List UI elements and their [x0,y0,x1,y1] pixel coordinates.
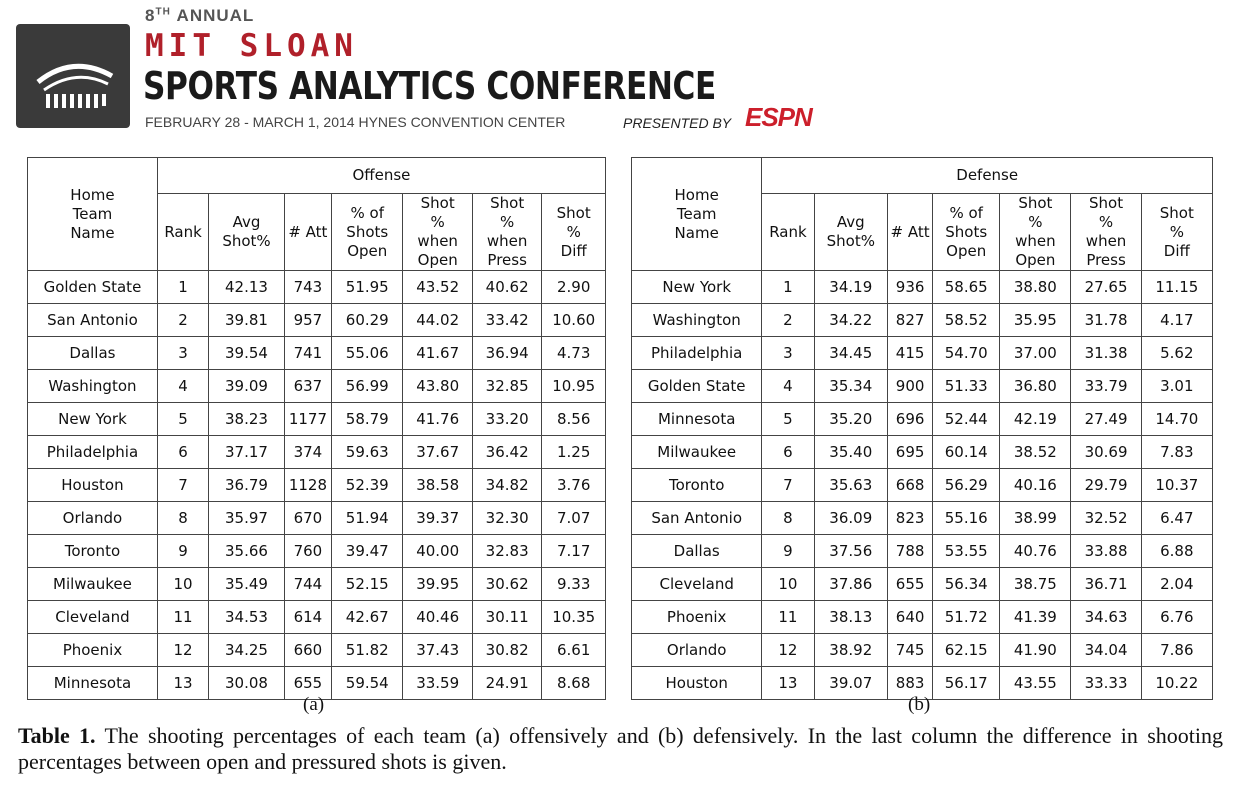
table-cell: 40.62 [472,271,541,304]
table-cell: 39.07 [814,667,888,700]
table-cell: 7.86 [1141,634,1212,667]
table-cell: 5.62 [1141,337,1212,370]
offense-table [27,157,606,700]
table-cell: 58.79 [332,403,403,436]
col-header-shot-open: Shot % when Open [403,194,472,271]
table-cell: 637 [284,370,331,403]
table-cell: 7 [157,469,208,502]
table-cell: 12 [157,634,208,667]
table-cell: 31.38 [1071,337,1141,370]
team-name-cell: Orlando [632,634,762,667]
table-cell: 655 [888,568,933,601]
table-cell: 30.82 [472,634,541,667]
table-cell: 8 [762,502,814,535]
table-cell: 936 [888,271,933,304]
table-row [28,502,606,535]
table-cell: 51.94 [332,502,403,535]
table-cell: 36.79 [209,469,285,502]
table-cell: 31.78 [1071,304,1141,337]
table-cell: 30.62 [472,568,541,601]
table-cell: 42.19 [1000,403,1071,436]
team-name-cell: Orlando [28,502,158,535]
table-cell: 39.95 [403,568,472,601]
table-cell: 56.17 [933,667,1000,700]
table-cell: 42.13 [209,271,285,304]
team-name-cell: Phoenix [28,634,158,667]
table-row [28,370,606,403]
conference-name-line1: MIT SLOAN [145,28,358,64]
team-name-cell: Philadelphia [632,337,762,370]
table-cell: 10 [157,568,208,601]
table-cell: 4 [157,370,208,403]
table-cell: 670 [284,502,331,535]
table-cell: 10 [762,568,814,601]
table-cell: 4 [762,370,814,403]
conference-name-line2: SPORTS ANALYTICS CONFERENCE [143,64,716,108]
table-row [632,370,1213,403]
col-header-avg-shot: Avg Shot% [814,194,888,271]
table-cell: 3 [762,337,814,370]
table-cell: 1128 [284,469,331,502]
table-cell: 38.58 [403,469,472,502]
table-cell: 34.63 [1071,601,1141,634]
table-cell: 10.95 [542,370,606,403]
table-cell: 34.25 [209,634,285,667]
table-cell: 58.65 [933,271,1000,304]
col-header-att: # Att [284,194,331,271]
table-row [28,436,606,469]
table-cell: 38.13 [814,601,888,634]
table-row [632,304,1213,337]
table-cell: 13 [157,667,208,700]
team-name-cell: Philadelphia [28,436,158,469]
table-row [28,337,606,370]
table-cell: 40.76 [1000,535,1071,568]
table-cell: 640 [888,601,933,634]
table-cell: 60.29 [332,304,403,337]
table-cell: 29.79 [1071,469,1141,502]
table-cell: 40.00 [403,535,472,568]
table-cell: 33.88 [1071,535,1141,568]
table-cell: 41.39 [1000,601,1071,634]
table-row [28,601,606,634]
table-row [632,337,1213,370]
table-cell: 9 [762,535,814,568]
annual-label: 8TH ANNUAL [145,6,255,25]
table-cell: 957 [284,304,331,337]
table-cell: 36.80 [1000,370,1071,403]
table-cell: 695 [888,436,933,469]
table-cell: 10.60 [542,304,606,337]
table-cell: 56.34 [933,568,1000,601]
table-cell: 6 [157,436,208,469]
table-cell: 32.85 [472,370,541,403]
table-cell: 7.17 [542,535,606,568]
col-header-shot-open: Shot % when Open [1000,194,1071,271]
table-cell: 823 [888,502,933,535]
team-name-cell: Golden State [632,370,762,403]
table-cell: 696 [888,403,933,436]
offense-table-body [28,271,606,700]
table-cell: 32.83 [472,535,541,568]
table-cell: 6.76 [1141,601,1212,634]
table-caption [18,723,1223,775]
table-cell: 56.99 [332,370,403,403]
table-cell: 53.55 [933,535,1000,568]
table-cell: 9.33 [542,568,606,601]
col-header-avg-shot: Avg Shot% [209,194,285,271]
table-cell: 14.70 [1141,403,1212,436]
col-header-diff: Shot % Diff [1141,194,1212,271]
table-cell: 900 [888,370,933,403]
defense-group-header: Defense [762,158,1213,194]
table-cell: 59.54 [332,667,403,700]
col-header-diff: Shot % Diff [542,194,606,271]
table-cell: 7.07 [542,502,606,535]
table-row [28,403,606,436]
table-cell: 4.73 [542,337,606,370]
table-cell: 1 [762,271,814,304]
col-header-shot-press: Shot % when Press [472,194,541,271]
table-cell: 41.67 [403,337,472,370]
table-cell: 883 [888,667,933,700]
table-cell: 58.52 [933,304,1000,337]
table-cell: 34.19 [814,271,888,304]
col-header-shot-press: Shot % when Press [1071,194,1141,271]
table-row [632,502,1213,535]
table-cell: 614 [284,601,331,634]
table-cell: 374 [284,436,331,469]
table-cell: 7 [762,469,814,502]
team-name-cell: Milwaukee [28,568,158,601]
table-cell: 51.95 [332,271,403,304]
table-cell: 8.56 [542,403,606,436]
table-cell: 59.63 [332,436,403,469]
table-cell: 33.59 [403,667,472,700]
team-name-cell: Toronto [28,535,158,568]
table-cell: 788 [888,535,933,568]
table-cell: 36.94 [472,337,541,370]
team-name-cell: New York [28,403,158,436]
table-cell: 30.69 [1071,436,1141,469]
table-row [632,403,1213,436]
team-name-cell: Minnesota [28,667,158,700]
table-cell: 51.33 [933,370,1000,403]
table-cell: 35.20 [814,403,888,436]
table-cell: 62.15 [933,634,1000,667]
table-cell: 1 [157,271,208,304]
table-cell: 37.67 [403,436,472,469]
table-cell: 6 [762,436,814,469]
table-cell: 39.09 [209,370,285,403]
table-cell: 1177 [284,403,331,436]
table-cell: 34.22 [814,304,888,337]
table-cell: 40.46 [403,601,472,634]
table-cell: 743 [284,271,331,304]
table-cell: 34.04 [1071,634,1141,667]
team-name-cell: Milwaukee [632,436,762,469]
table-row [28,271,606,304]
table-cell: 745 [888,634,933,667]
table-cell: 12 [762,634,814,667]
team-name-cell: Washington [632,304,762,337]
team-name-cell: Washington [28,370,158,403]
table-cell: 55.06 [332,337,403,370]
table-cell: 4.17 [1141,304,1212,337]
table-cell: 33.33 [1071,667,1141,700]
table-cell: 30.11 [472,601,541,634]
table-cell: 52.44 [933,403,1000,436]
defense-table-body [632,271,1213,700]
table-cell: 5 [762,403,814,436]
sponsor-logo: ESPN [745,102,812,132]
team-name-cell: Toronto [632,469,762,502]
team-name-cell: San Antonio [28,304,158,337]
team-name-cell: Cleveland [28,601,158,634]
table-cell: 43.52 [403,271,472,304]
table-cell: 10.22 [1141,667,1212,700]
table-cell: 668 [888,469,933,502]
table-row [28,568,606,601]
table-cell: 35.49 [209,568,285,601]
table-cell: 10.35 [542,601,606,634]
table-cell: 35.66 [209,535,285,568]
table-cell: 744 [284,568,331,601]
team-name-cell: Dallas [28,337,158,370]
table-row [632,469,1213,502]
table-cell: 6.61 [542,634,606,667]
table-cell: 24.91 [472,667,541,700]
table-row [632,436,1213,469]
defense-sublabel: (b) [908,694,931,715]
table-cell: 9 [157,535,208,568]
table-cell: 35.63 [814,469,888,502]
table-cell: 3 [157,337,208,370]
table-row [28,304,606,337]
offense-group-header: Offense [157,158,605,194]
table-cell: 415 [888,337,933,370]
table-cell: 40.16 [1000,469,1071,502]
caption-text: The shooting percentages of each team (a) offensively and (b) defensively. In the last column the difference in shooting percentages between open and pressured shots is given. [18,723,1223,774]
team-name-cell: Dallas [632,535,762,568]
table-cell: 42.67 [332,601,403,634]
col-header-att: # Att [888,194,933,271]
table-cell: 33.79 [1071,370,1141,403]
table-cell: 55.16 [933,502,1000,535]
table-cell: 2 [762,304,814,337]
table-cell: 27.65 [1071,271,1141,304]
team-name-cell: New York [632,271,762,304]
table-cell: 1.25 [542,436,606,469]
table-cell: 37.56 [814,535,888,568]
col-header-team: Home Team Name [632,158,762,271]
table-cell: 2 [157,304,208,337]
table-cell: 38.80 [1000,271,1071,304]
table-cell: 8 [157,502,208,535]
table-cell: 38.75 [1000,568,1071,601]
table-cell: 36.09 [814,502,888,535]
table-cell: 54.70 [933,337,1000,370]
table-cell: 41.76 [403,403,472,436]
table-cell: 36.42 [472,436,541,469]
table-cell: 52.39 [332,469,403,502]
table-cell: 827 [888,304,933,337]
table-cell: 6.88 [1141,535,1212,568]
team-name-cell: Golden State [28,271,158,304]
table-cell: 44.02 [403,304,472,337]
table-cell: 11 [762,601,814,634]
team-name-cell: Phoenix [632,601,762,634]
table-cell: 37.43 [403,634,472,667]
table-cell: 39.81 [209,304,285,337]
table-cell: 11.15 [1141,271,1212,304]
table-cell: 5 [157,403,208,436]
table-cell: 655 [284,667,331,700]
table-cell: 39.54 [209,337,285,370]
table-cell: 8.68 [542,667,606,700]
table-cell: 34.45 [814,337,888,370]
table-cell: 37.86 [814,568,888,601]
defense-table [631,157,1213,700]
table-cell: 7.83 [1141,436,1212,469]
offense-sublabel: (a) [303,694,325,715]
table-row [28,535,606,568]
table-cell: 39.47 [332,535,403,568]
table-row [632,601,1213,634]
table-cell: 6.47 [1141,502,1212,535]
table-cell: 60.14 [933,436,1000,469]
table-cell: 43.55 [1000,667,1071,700]
table-cell: 32.52 [1071,502,1141,535]
table-row [28,469,606,502]
col-header-pct-open: % of Shots Open [933,194,1000,271]
table-cell: 13 [762,667,814,700]
table-row [632,535,1213,568]
table-cell: 760 [284,535,331,568]
table-cell: 56.29 [933,469,1000,502]
table-cell: 3.76 [542,469,606,502]
table-cell: 34.82 [472,469,541,502]
team-name-cell: Houston [632,667,762,700]
table-cell: 33.20 [472,403,541,436]
team-name-cell: Houston [28,469,158,502]
table-row [28,634,606,667]
table-cell: 41.90 [1000,634,1071,667]
table-cell: 51.82 [332,634,403,667]
table-row [632,568,1213,601]
col-header-team: Home Team Name [28,158,158,271]
table-cell: 2.04 [1141,568,1212,601]
table-cell: 37.17 [209,436,285,469]
col-header-rank: Rank [157,194,208,271]
caption-label: Table 1. [18,723,96,748]
table-row [632,634,1213,667]
table-cell: 2.90 [542,271,606,304]
table-cell: 11 [157,601,208,634]
table-cell: 34.53 [209,601,285,634]
table-cell: 660 [284,634,331,667]
table-cell: 33.42 [472,304,541,337]
table-cell: 37.00 [1000,337,1071,370]
table-row [632,271,1213,304]
col-header-pct-open: % of Shots Open [332,194,403,271]
team-name-cell: San Antonio [632,502,762,535]
table-cell: 38.99 [1000,502,1071,535]
table-cell: 38.52 [1000,436,1071,469]
table-cell: 51.72 [933,601,1000,634]
team-name-cell: Cleveland [632,568,762,601]
presented-by-label: PRESENTED BY [623,115,732,131]
table-cell: 35.40 [814,436,888,469]
conference-logo [16,24,130,128]
table-cell: 38.92 [814,634,888,667]
table-cell: 36.71 [1071,568,1141,601]
table-cell: 35.97 [209,502,285,535]
table-cell: 35.34 [814,370,888,403]
col-header-rank: Rank [762,194,814,271]
table-cell: 32.30 [472,502,541,535]
table-cell: 39.37 [403,502,472,535]
table-cell: 3.01 [1141,370,1212,403]
team-name-cell: Minnesota [632,403,762,436]
conference-dates: FEBRUARY 28 - MARCH 1, 2014 HYNES CONVENTION CENTER [145,114,566,130]
table-cell: 38.23 [209,403,285,436]
table-cell: 52.15 [332,568,403,601]
table-cell: 30.08 [209,667,285,700]
table-cell: 43.80 [403,370,472,403]
table-cell: 10.37 [1141,469,1212,502]
table-cell: 741 [284,337,331,370]
table-cell: 35.95 [1000,304,1071,337]
table-cell: 27.49 [1071,403,1141,436]
